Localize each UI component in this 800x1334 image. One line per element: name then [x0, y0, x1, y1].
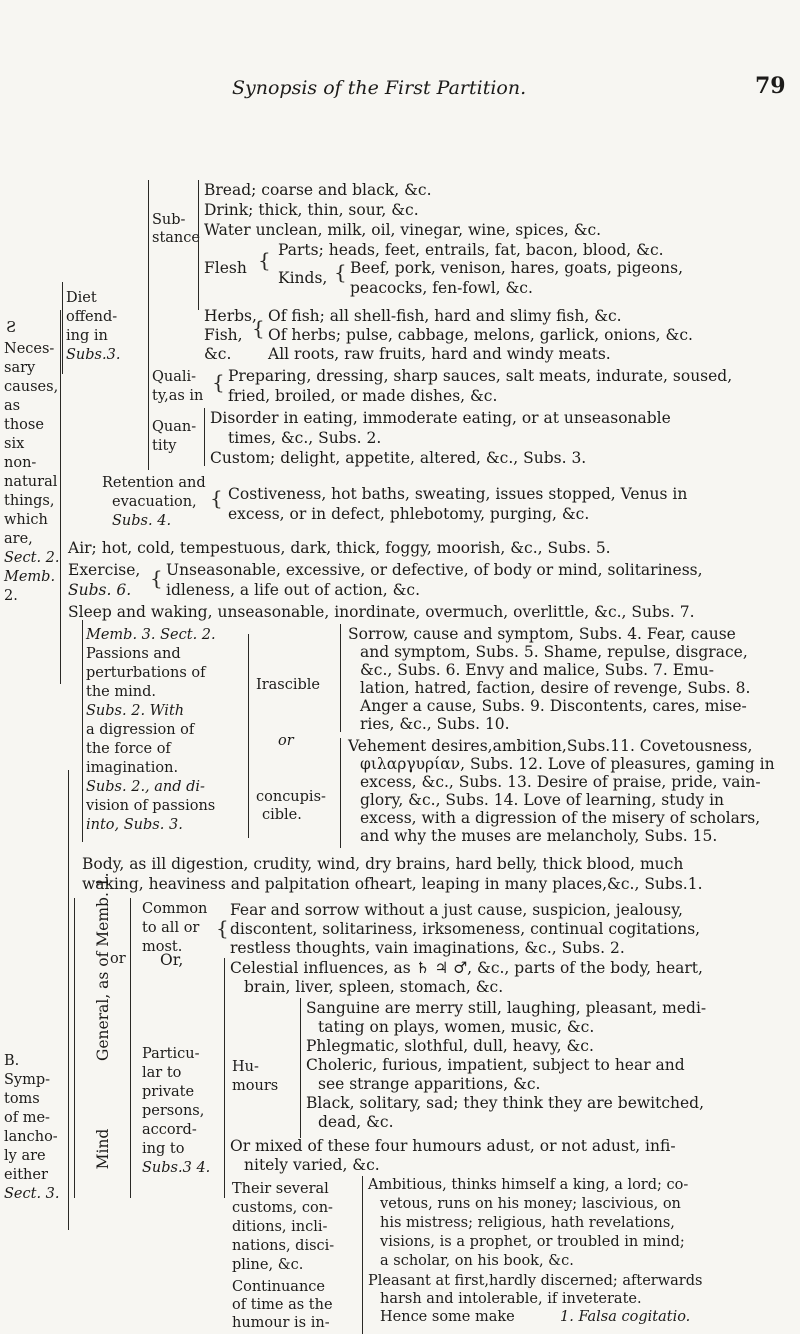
- passions-label-line: into, Subs. 3.: [86, 817, 183, 833]
- particular-label: ing to: [142, 1141, 185, 1157]
- passions-label-line: Subs. 2. With: [86, 703, 185, 719]
- passions-or: or: [278, 733, 294, 749]
- irascible-line: and symptom, Subs. 5. Shame, repulse, disgrace,: [360, 643, 748, 661]
- concupiscible-line: excess, with a digression of the misery of scholars,: [360, 809, 761, 827]
- margin-b-line: Symp-: [4, 1072, 51, 1088]
- general-label: General, as of Memb. 1.: [94, 872, 112, 1061]
- quantity-line: Disorder in eating, immoderate eating, or at unseasonable: [210, 409, 671, 427]
- general-or: or: [110, 951, 126, 967]
- common-line: discontent, solitariness, irksomeness, continual cogitations,: [230, 920, 701, 938]
- passions-label-line: the force of: [86, 741, 171, 757]
- passions-label-line: Passions and: [86, 646, 181, 662]
- bread-line: Bread; coarse and black, &c.: [204, 181, 432, 199]
- celestial-line: Celestial influences, as ♄ ♃ ♂, &c., parts of the body, heart,: [230, 959, 703, 977]
- continuance-label: of time as the: [232, 1297, 333, 1313]
- kinds-line: peacocks, fen-fowl, &c.: [350, 279, 533, 297]
- page-number: 79: [755, 73, 786, 99]
- customs-line: Ambitious, thinks himself a king, a lord; co-: [368, 1177, 689, 1193]
- common-label: Common: [142, 901, 208, 917]
- quantity-line: times, &c., Subs. 2.: [228, 429, 382, 447]
- herbs-brace: {: [252, 316, 265, 340]
- margin-s-line: Neces-: [4, 341, 55, 357]
- margin-s-line: causes,: [4, 379, 59, 395]
- diet-label-line: Diet: [66, 290, 97, 306]
- or-upper: Or,: [160, 951, 184, 969]
- customs-line: vetous, runs on his money; lascivious, on: [380, 1196, 681, 1212]
- margin-b-line: either: [4, 1167, 48, 1183]
- body-line: waking, heaviness and palpitation ofheart, leaping in many places,&c., Subs.1.: [82, 875, 703, 893]
- passions-label-line: perturbations of: [86, 665, 206, 681]
- retention-line: excess, or in defect, phlebotomy, purging, &c.: [228, 505, 590, 523]
- passions-label-line: imagination.: [86, 760, 179, 776]
- customs-label: customs, con-: [232, 1200, 333, 1216]
- quality-brace: {: [212, 370, 225, 394]
- flesh-brace: {: [258, 248, 271, 272]
- substance-brace: [198, 180, 199, 310]
- margin-b-line: B.: [4, 1053, 20, 1069]
- customs-label: nations, disci-: [232, 1238, 335, 1254]
- passions-outer-brace: [82, 620, 83, 842]
- margin-s-line: 2.: [4, 588, 18, 604]
- humours-line: Choleric, furious, impatient, subject to hear and: [306, 1056, 685, 1074]
- retention-label: evacuation,: [112, 494, 197, 510]
- substance-label: Sub-: [152, 212, 186, 228]
- passions-label-line: a digression of: [86, 722, 195, 738]
- margin-s-line: sary: [4, 360, 36, 376]
- retention-line: Costiveness, hot baths, sweating, issues stopped, Venus in: [228, 485, 688, 503]
- irascible-label: Irascible: [256, 677, 321, 693]
- common-label: to all or: [142, 920, 200, 936]
- water-line: Water unclean, milk, oil, vinegar, wine, spices, &c.: [204, 221, 602, 239]
- fish-line: Of fish; all shell-fish, hard and slimy fish, &c.: [268, 307, 622, 325]
- humours-line: see strange apparitions, &c.: [318, 1075, 541, 1093]
- quantity-label: Quan-: [152, 419, 197, 435]
- quality-label: Quali-: [152, 369, 197, 385]
- concupiscible-line: excess, &c., Subs. 13. Desire of praise, pride, vain-: [360, 773, 761, 791]
- kinds-brace: {: [334, 260, 347, 284]
- herbs-label: Herbs,: [204, 307, 257, 325]
- symptoms-outer-brace: [74, 898, 75, 1198]
- humours-line: tating on plays, women, music, &c.: [318, 1018, 595, 1036]
- concupiscible-line: and why the muses are melancholy, Subs. 15.: [360, 827, 718, 845]
- mind-label: Mind: [94, 1128, 112, 1170]
- particular-label: accord-: [142, 1122, 197, 1138]
- body-line: Body, as ill digestion, crudity, wind, dry brains, hard belly, thick blood, much: [82, 855, 684, 873]
- sleep-line: Sleep and waking, unseasonable, inordinate, overmuch, overlittle, &c., Subs. 7.: [68, 603, 695, 621]
- diet-brace: [62, 282, 63, 374]
- passions-label-line: the mind.: [86, 684, 156, 700]
- pleasant-line: harsh and intolerable, if inveterate.: [380, 1291, 642, 1307]
- margin-s-line: natural: [4, 474, 58, 490]
- margin-b-brace: [68, 770, 69, 1230]
- parts-line: Parts; heads, feet, entrails, fat, bacon, blood, &c.: [278, 241, 664, 259]
- exercise-label: Exercise,: [68, 561, 141, 579]
- humours-line: Sanguine are merry still, laughing, pleasant, medi-: [306, 999, 707, 1017]
- drink-line: Drink; thick, thin, sour, &c.: [204, 201, 419, 219]
- margin-b-line: toms: [4, 1091, 40, 1107]
- quality-line: Preparing, dressing, sharp sauces, salt meats, indurate, soused,: [228, 367, 733, 385]
- irascible-line: Sorrow, cause and symptom, Subs. 4. Fear, cause: [348, 625, 736, 643]
- celestial-line: brain, liver, spleen, stomach, &c.: [244, 978, 504, 996]
- roots-line: All roots, raw fruits, hard and windy meats.: [268, 345, 611, 363]
- margin-s-line: Sect. 2.: [4, 550, 60, 566]
- common-line: restless thoughts, vain imaginations, &c., Subs. 2.: [230, 939, 625, 957]
- irascible-line: ries, &c., Subs. 10.: [360, 715, 510, 733]
- humours-brace: [300, 998, 301, 1138]
- irascible-line: Anger a cause, Subs. 9. Discontents, cares, mise-: [360, 697, 747, 715]
- particular-label: Subs.3 4.: [142, 1160, 211, 1176]
- herbs-label: &c.: [204, 345, 232, 363]
- margin-b-line: ly are: [4, 1148, 46, 1164]
- particular-brace: [224, 958, 225, 1198]
- margin-s-line: six: [4, 436, 25, 452]
- irascible-line: lation, hatred, faction, desire of revenge, Subs. 8.: [360, 679, 751, 697]
- customs-line: his mistress; religious, hath revelations,: [380, 1215, 675, 1231]
- particular-label: Particu-: [142, 1046, 200, 1062]
- exercise-line: Unseasonable, excessive, or defective, of body or mind, solitariness,: [166, 561, 703, 579]
- margin-s-line: those: [4, 417, 44, 433]
- concupiscible-label: cible.: [262, 807, 302, 823]
- exercise-brace: {: [150, 566, 163, 590]
- mixed-line: nitely varied, &c.: [244, 1156, 380, 1174]
- air-line: Air; hot, cold, tempestuous, dark, thick, foggy, moorish, &c., Subs. 5.: [68, 539, 611, 557]
- humours-line: dead, &c.: [318, 1113, 394, 1131]
- passions-label-line: vision of passions: [86, 798, 216, 814]
- mixed-line: Or mixed of these four humours adust, or not adust, infi-: [230, 1137, 676, 1155]
- quantity-brace: [204, 408, 205, 466]
- common-line: Fear and sorrow without a just cause, suspicion, jealousy,: [230, 901, 683, 919]
- passions-brace: [248, 634, 249, 838]
- margin-b-line: Sect. 3.: [4, 1186, 60, 1202]
- exercise-line: idleness, a life out of action, &c.: [166, 581, 420, 599]
- custom-line: Custom; delight, appetite, altered, &c., Subs. 3.: [210, 449, 587, 467]
- quantity-label: tity: [152, 438, 177, 454]
- humours-label: Hu-: [232, 1059, 259, 1075]
- quality-line: fried, broiled, or made dishes, &c.: [228, 387, 498, 405]
- concupiscible-brace: [340, 738, 341, 848]
- retention-label: Retention and: [102, 475, 206, 491]
- common-label: most.: [142, 939, 183, 955]
- particular-label: persons,: [142, 1103, 205, 1119]
- customs-brace: [362, 1176, 363, 1272]
- margin-s-line: which: [4, 512, 48, 528]
- margin-s-line: things,: [4, 493, 55, 509]
- humours-line: Black, solitary, sad; they think they are bewitched,: [306, 1094, 705, 1112]
- retention-brace: {: [210, 486, 223, 510]
- margin-s-line: Ƨ: [6, 320, 16, 336]
- customs-label: Their several: [232, 1181, 329, 1197]
- continuance-label: Continuance: [232, 1279, 325, 1295]
- degree-line: 1. Falsa cogitatio.: [560, 1309, 691, 1325]
- hence-label: Hence some make: [380, 1309, 515, 1325]
- exercise-subs: Subs. 6.: [68, 581, 132, 599]
- margin-b-line: lancho-: [4, 1129, 58, 1145]
- particular-label: lar to: [142, 1065, 182, 1081]
- substance-label: stance: [152, 230, 200, 246]
- humours-label: mours: [232, 1078, 279, 1094]
- diet-label-line: Subs.3.: [66, 347, 121, 363]
- common-brace: {: [216, 916, 229, 940]
- concupiscible-line: glory, &c., Subs. 14. Love of learning, study in: [360, 791, 725, 809]
- retention-label: Subs. 4.: [112, 513, 172, 529]
- humours-line: Phlegmatic, slothful, dull, heavy, &c.: [306, 1037, 594, 1055]
- passions-label-line: Memb. 3. Sect. 2.: [86, 627, 216, 643]
- diet-inner-brace: [148, 180, 149, 470]
- particular-label: private: [142, 1084, 195, 1100]
- continuance-label: humour is in-: [232, 1315, 330, 1331]
- margin-s-line: non-: [4, 455, 37, 471]
- customs-line: a scholar, on his book, &c.: [380, 1253, 574, 1269]
- passions-label-line: Subs. 2., and di-: [86, 779, 205, 795]
- irascible-line: &c., Subs. 6. Envy and malice, Subs. 7. Emu-: [360, 661, 714, 679]
- irascible-brace: [340, 624, 341, 732]
- concupiscible-line: φιλαργυρίαν, Subs. 12. Love of pleasures, gaming in: [360, 755, 775, 773]
- quality-label: ty,as in: [152, 388, 204, 404]
- pleasant-line: Pleasant at first,hardly discerned; afterwards: [368, 1273, 703, 1289]
- margin-s-brace: [60, 310, 61, 684]
- concupiscible-label: concupis-: [256, 789, 326, 805]
- running-header: Synopsis of the First Partition.: [232, 77, 527, 99]
- flesh-label: Flesh: [204, 259, 247, 277]
- kinds-line: Beef, pork, venison, hares, goats, pigeons,: [350, 259, 683, 277]
- customs-label: pline, &c.: [232, 1257, 304, 1273]
- diet-label-line: offend-: [66, 309, 118, 325]
- margin-s-line: are,: [4, 531, 33, 547]
- margin-b-line: of me-: [4, 1110, 50, 1126]
- concupiscible-line: Vehement desires,ambition,Subs.11. Covetousness,: [348, 737, 753, 755]
- continuance-brace: [362, 1272, 363, 1334]
- customs-label: ditions, incli-: [232, 1219, 328, 1235]
- margin-s-line: Memb.: [4, 569, 56, 585]
- diet-label-line: ing in: [66, 328, 108, 344]
- margin-s-line: as: [4, 398, 21, 414]
- herbs-label: Fish,: [204, 326, 243, 344]
- herbs-line: Of herbs; pulse, cabbage, melons, garlick, onions, &c.: [268, 326, 693, 344]
- symptoms-inner-brace: [130, 898, 131, 1198]
- kinds-label: Kinds,: [278, 269, 328, 287]
- customs-line: visions, is a prophet, or troubled in mind;: [380, 1234, 685, 1250]
